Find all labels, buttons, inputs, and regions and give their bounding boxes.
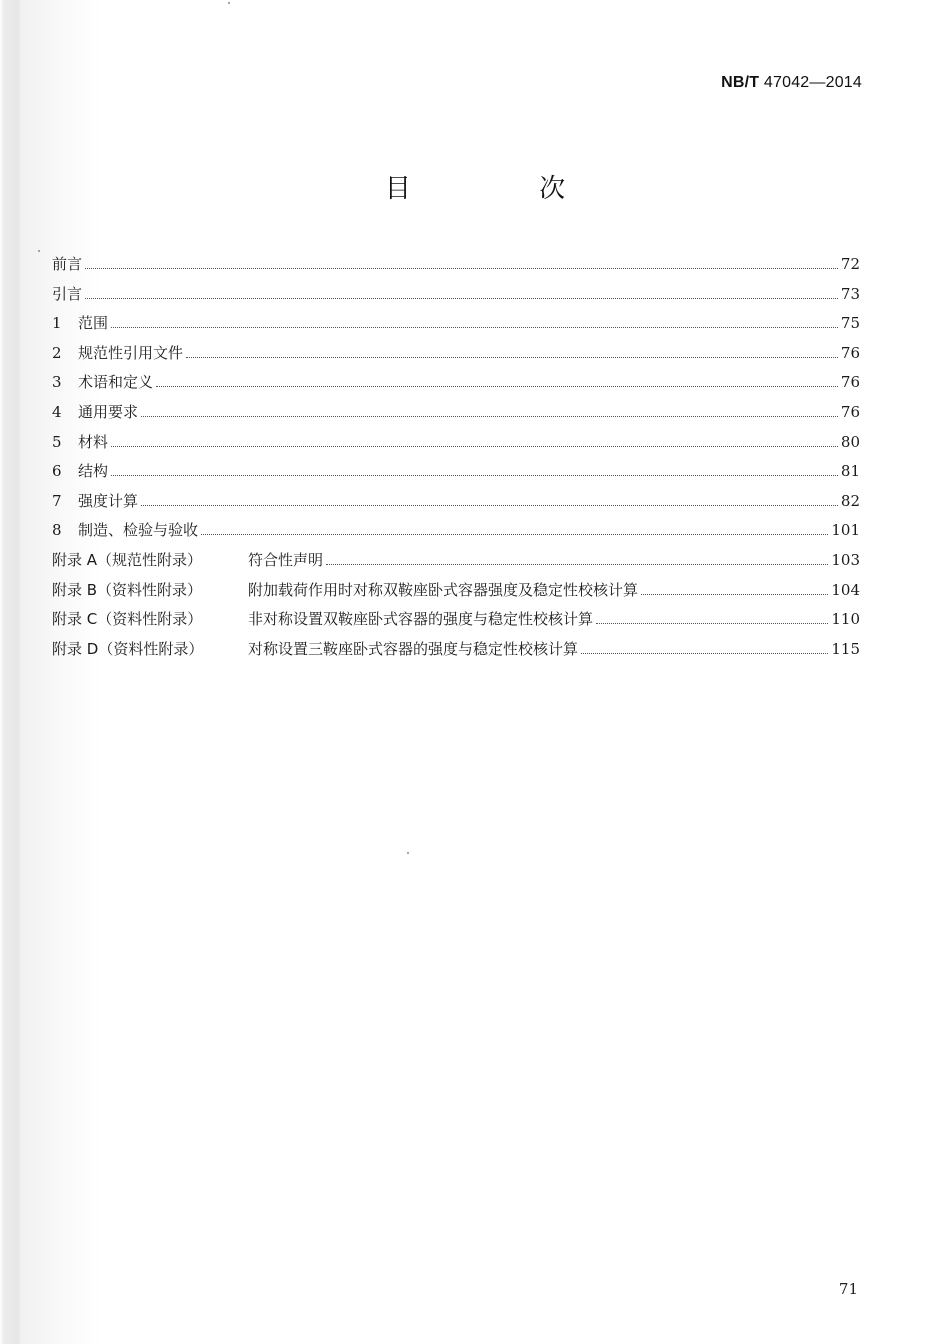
- toc-entry-number: 5: [52, 432, 62, 451]
- annex-title: 非对称设置双鞍座卧式容器的强度与稳定性校核计算: [248, 610, 594, 629]
- toc-entry-page: 72: [840, 255, 860, 273]
- toc-annex-entry[interactable]: [52, 579, 860, 609]
- toc-entry-number: 1: [52, 314, 62, 333]
- leader-dots: [596, 622, 828, 624]
- toc-entry-title: 范围: [78, 314, 109, 333]
- leader-dots: [581, 652, 828, 654]
- toc-entry-title: 制造、检验与验收: [78, 521, 199, 540]
- leader-dots: [201, 533, 828, 535]
- annex-label: 附录 A（规范性附录）: [52, 550, 203, 569]
- toc-entry-page: 76: [840, 402, 860, 421]
- toc-entry-page: 101: [831, 521, 860, 540]
- toc-entry-page: 82: [840, 491, 860, 510]
- table-of-contents: [52, 253, 860, 667]
- standard-code: 47042—2014: [763, 74, 862, 91]
- toc-entry-title: 通用要求: [78, 402, 139, 421]
- toc-entry[interactable]: [52, 490, 860, 520]
- toc-entry-title: 规范性引用文件: [78, 343, 184, 362]
- toc-entry-page: 81: [840, 462, 860, 481]
- toc-entry-title: 术语和定义: [78, 373, 154, 392]
- leader-dots: [156, 385, 838, 387]
- annex-label: 附录 D（资料性附录）: [52, 639, 204, 658]
- annex-label: 附录 B（资料性附录）: [52, 580, 203, 599]
- toc-entry-title: 引言: [52, 284, 83, 303]
- toc-entry-number: 8: [52, 521, 62, 540]
- leader-dots: [85, 297, 838, 299]
- toc-entry-title: 强度计算: [78, 491, 139, 510]
- toc-entry[interactable]: [52, 253, 860, 283]
- toc-entry-title: 前言: [52, 255, 83, 273]
- scan-speck: [38, 250, 40, 252]
- toc-entry[interactable]: [52, 283, 860, 313]
- toc-entry-page: 76: [840, 343, 860, 362]
- toc-entry-number: 6: [52, 462, 62, 481]
- annex-title: 符合性声明: [248, 550, 324, 569]
- toc-entry-number: 4: [52, 402, 62, 421]
- toc-entry[interactable]: [52, 312, 860, 342]
- toc-annex-entry[interactable]: [52, 608, 860, 638]
- leader-dots: [111, 445, 838, 447]
- annex-page: 115: [831, 639, 860, 658]
- leader-dots: [326, 563, 828, 565]
- toc-entry-title: 材料: [78, 432, 109, 451]
- toc-entry[interactable]: [52, 519, 860, 549]
- toc-entry[interactable]: [52, 431, 860, 461]
- annex-label: 附录 C（资料性附录）: [52, 610, 203, 629]
- toc-entry[interactable]: [52, 371, 860, 401]
- toc-entry-number: 2: [52, 343, 62, 362]
- toc-entry[interactable]: [52, 460, 860, 490]
- leader-dots: [141, 415, 838, 417]
- annex-title: 对称设置三鞍座卧式容器的强度与稳定性校核计算: [248, 639, 579, 658]
- scan-speck: [228, 2, 230, 4]
- annex-page: 104: [831, 580, 860, 599]
- toc-entry-page: 73: [840, 284, 860, 303]
- annex-title: 附加载荷作用时对称双鞍座卧式容器强度及稳定性校核计算: [248, 580, 639, 599]
- toc-annex-entry[interactable]: [52, 638, 860, 668]
- leader-dots: [141, 504, 838, 506]
- scan-speck: [407, 852, 409, 854]
- toc-entry-number: 3: [52, 373, 62, 392]
- annex-page: 110: [831, 610, 860, 629]
- page-title: 目 次: [384, 174, 626, 204]
- leader-dots: [186, 356, 838, 358]
- leader-dots: [85, 267, 838, 269]
- toc-entry-page: 76: [840, 373, 860, 392]
- toc-entry-page: 75: [840, 314, 860, 333]
- leader-dots: [111, 474, 838, 476]
- annex-page: 103: [831, 550, 860, 569]
- leader-dots: [111, 326, 838, 328]
- toc-entry-page: 80: [840, 432, 860, 451]
- toc-entry-number: 7: [52, 491, 62, 510]
- standard-number: [721, 74, 862, 92]
- page-number: 71: [838, 1280, 858, 1298]
- leader-dots: [641, 593, 828, 595]
- standard-prefix: NB/T: [721, 74, 760, 91]
- toc-entry[interactable]: [52, 401, 860, 431]
- toc-annex-entry[interactable]: [52, 549, 860, 579]
- toc-entry[interactable]: [52, 342, 860, 372]
- toc-entry-title: 结构: [78, 462, 109, 481]
